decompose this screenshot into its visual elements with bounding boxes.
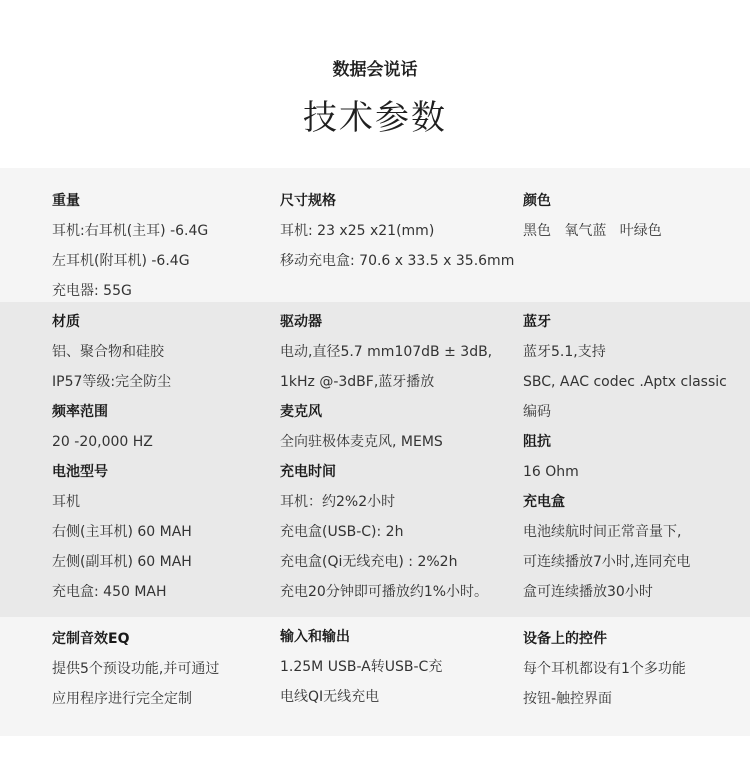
- spec-heading: 麦克风: [280, 404, 322, 420]
- spec-line: 电线QI无线充电: [280, 689, 380, 705]
- spec-line: 蓝牙5.1,支持: [523, 344, 606, 360]
- spec-line: 耳机: [52, 494, 80, 510]
- spec-line: 每个耳机都设有1个多功能: [523, 661, 686, 677]
- spec-line: 16 Ohm: [523, 464, 579, 480]
- spec-heading: 重量: [52, 193, 80, 209]
- spec-line: 耳机:右耳机(主耳) -6.4G: [52, 223, 209, 239]
- spec-band-2: [0, 302, 750, 617]
- spec-heading: 阻抗: [523, 434, 551, 450]
- spec-column: [52, 186, 272, 306]
- spec-line: 左耳机(附耳机) -6.4G: [52, 253, 190, 269]
- spec-heading: 频率范围: [52, 404, 108, 420]
- spec-line: 1kHz @-3dBF,蓝牙播放: [280, 374, 435, 390]
- spec-line: 可连续播放7小时,连同充电: [523, 554, 691, 570]
- spec-line: 电动,直径5.7 mm107dB ± 3dB,: [280, 344, 493, 360]
- spec-heading: 设备上的控件: [523, 631, 607, 647]
- spec-line: 耳机：约2%2小时: [280, 494, 396, 510]
- spec-heading: 驱动器: [280, 314, 322, 330]
- spec-band-1: [0, 168, 750, 302]
- spec-column: [280, 186, 515, 276]
- spec-line: 铝、聚合物和硅胶: [52, 344, 164, 360]
- spec-heading: 充电时间: [280, 464, 336, 480]
- spec-line: 应用程序进行完全定制: [52, 691, 192, 707]
- spec-line: 充电20分钟即可播放约1%小时。: [280, 584, 489, 600]
- page-subtitle: 数据会说话: [332, 60, 418, 80]
- spec-line: 移动充电盒: 70.6 x 33.5 x 35.6mm: [280, 253, 515, 269]
- spec-line: 耳机: 23 x25 x21(mm): [280, 223, 435, 239]
- spec-line: 充电器: 55G: [52, 283, 132, 299]
- spec-heading: 蓝牙: [523, 314, 551, 330]
- spec-line: 黑色 氧气蓝 叶绿色: [523, 223, 662, 239]
- spec-column: [52, 307, 272, 607]
- spec-line: 盒可连续播放30小时: [523, 584, 653, 600]
- spec-line: 1.25M USB-A转USB-C充: [280, 659, 443, 675]
- spec-heading: 尺寸规格: [280, 193, 336, 209]
- spec-line: 电池续航时间正常音量下,: [523, 524, 682, 540]
- spec-line: 编码: [523, 404, 551, 420]
- page-title: 技术参数: [303, 98, 447, 138]
- spec-line: 充电盒(Qi无线充电) : 2%2h: [280, 554, 458, 570]
- spec-column: [280, 307, 515, 607]
- spec-line: 左侧(副耳机) 60 MAH: [52, 554, 192, 570]
- spec-column: [523, 307, 743, 607]
- spec-column: [523, 624, 743, 714]
- header: [0, 0, 750, 168]
- spec-column: [52, 624, 272, 714]
- spec-line: 按钮-触控界面: [523, 691, 613, 707]
- spec-line: SBC, AAC codec .Aptx classic: [523, 374, 727, 390]
- spec-line: 全向驻极体麦克风, MEMS: [280, 434, 443, 450]
- spec-line: 提供5个预设功能,并可通过: [52, 661, 220, 677]
- spec-heading: 定制音效EQ: [52, 631, 130, 647]
- spec-band-3: [0, 617, 750, 736]
- spec-line: IP57等级:完全防尘: [52, 374, 172, 390]
- spec-heading: 材质: [52, 314, 80, 330]
- spec-line: 右侧(主耳机) 60 MAH: [52, 524, 192, 540]
- spec-column: [280, 622, 515, 712]
- spec-line: 20 -20,000 HZ: [52, 434, 153, 450]
- spec-heading: 颜色: [523, 193, 551, 209]
- spec-heading: 电池型号: [52, 464, 108, 480]
- spec-line: 充电盒: 450 MAH: [52, 584, 167, 600]
- spec-heading: 输入和输出: [280, 629, 350, 645]
- spec-line: 充电盒(USB-C): 2h: [280, 524, 404, 540]
- spec-column: [523, 186, 743, 246]
- spec-heading: 充电盒: [523, 494, 565, 510]
